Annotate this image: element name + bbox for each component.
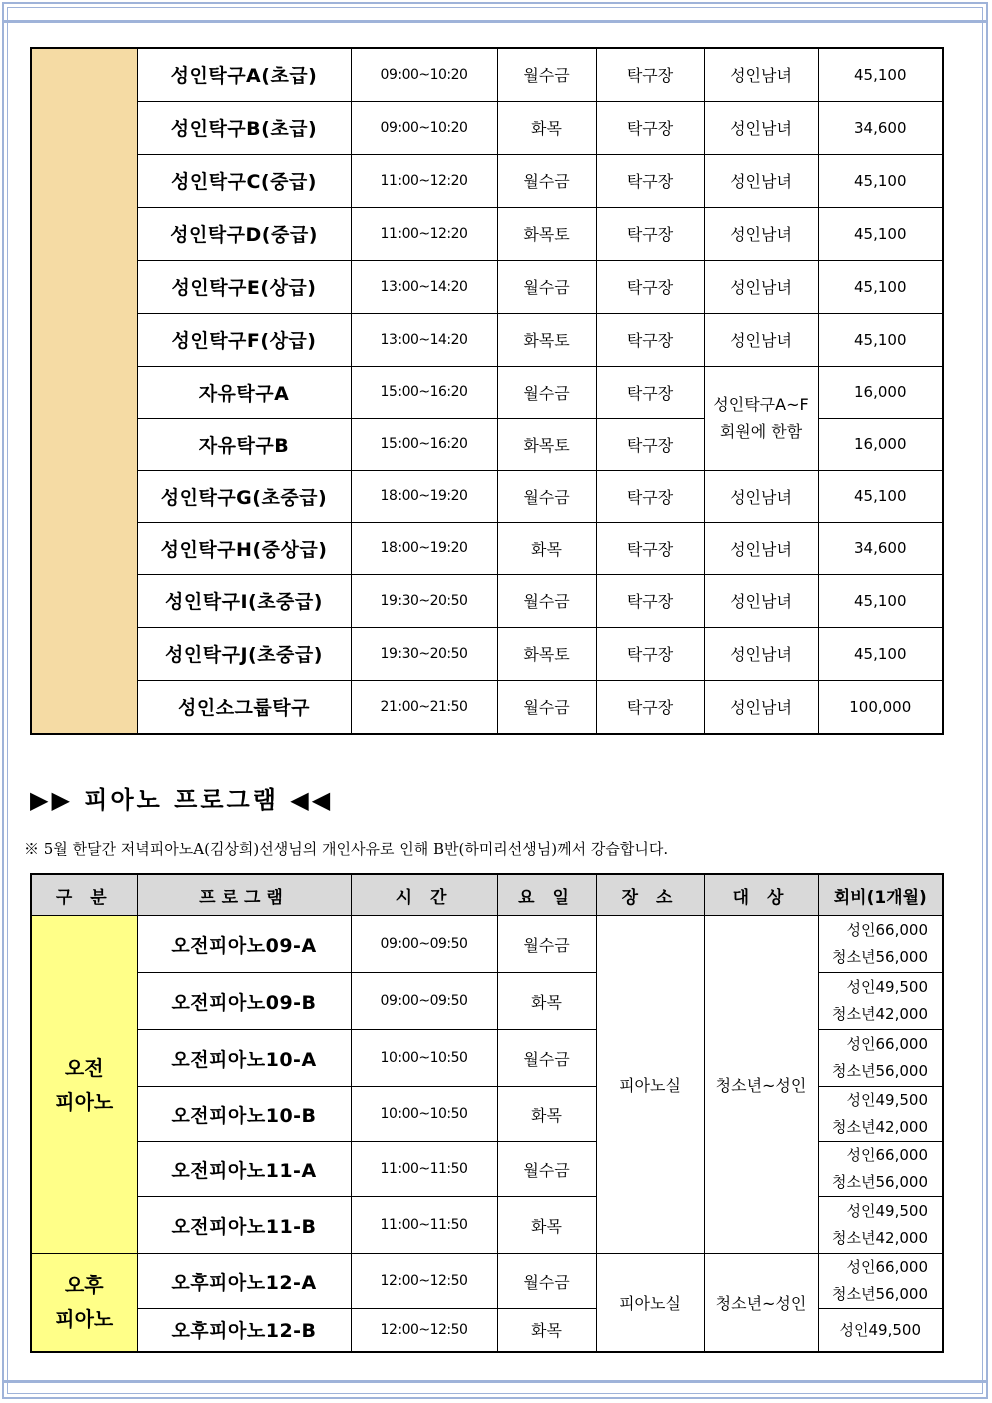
class-target: 성인남녀 — [704, 680, 818, 734]
class-place: 탁구장 — [596, 207, 704, 260]
table-row — [31, 366, 943, 418]
category-cell — [31, 48, 137, 734]
class-time: 11:00~12:20 — [351, 207, 497, 260]
class-fee: 34,600 — [818, 522, 943, 574]
class-fee: 34,600 — [818, 101, 943, 154]
class-days: 월수금 — [497, 1142, 596, 1197]
class-days: 월수금 — [497, 48, 596, 101]
table-row — [31, 1254, 943, 1309]
class-fee: 45,100 — [818, 48, 943, 101]
table-row — [31, 916, 943, 973]
program-name: 성인탁구J(초중급) — [137, 627, 351, 680]
header-days: 요 일 — [497, 874, 596, 916]
piano-table — [30, 873, 944, 1353]
class-target: 성인남녀 — [704, 522, 818, 574]
morning-group-line-1: 오전 — [64, 1055, 104, 1080]
afternoon-group-line-2: 피아노 — [55, 1307, 114, 1332]
table-row — [31, 207, 943, 260]
table-tennis-table — [30, 47, 944, 735]
program-name: 성인탁구H(중상급) — [137, 522, 351, 574]
program-name: 성인탁구D(중급) — [137, 207, 351, 260]
class-place: 탁구장 — [596, 418, 704, 470]
class-time: 12:00~12:50 — [351, 1309, 497, 1352]
piano-header-row — [31, 874, 943, 916]
program-name: 오전피아노11-A — [137, 1142, 351, 1197]
fee-adult: 성인66,000 — [846, 921, 928, 939]
class-days: 월수금 — [497, 470, 596, 522]
free-table-tennis-target — [704, 366, 818, 470]
table-row — [31, 470, 943, 522]
class-target: 성인남녀 — [704, 101, 818, 154]
fee-adult: 성인66,000 — [846, 1258, 928, 1276]
class-time: 10:00~10:50 — [351, 1030, 497, 1087]
fee-youth: 청소년56,000 — [832, 1062, 928, 1080]
class-days: 월수금 — [497, 366, 596, 418]
program-name: 자유탁구B — [137, 418, 351, 470]
class-time: 09:00~09:50 — [351, 916, 497, 973]
class-time: 13:00~14:20 — [351, 260, 497, 313]
program-name: 성인탁구F(상급) — [137, 313, 351, 366]
class-time: 11:00~11:50 — [351, 1197, 497, 1254]
class-place: 탁구장 — [596, 627, 704, 680]
class-target: 성인남녀 — [704, 313, 818, 366]
program-name: 오전피아노11-B — [137, 1197, 351, 1254]
class-place: 탁구장 — [596, 313, 704, 366]
class-fee — [818, 1087, 943, 1142]
program-name: 성인탁구I(초중급) — [137, 574, 351, 627]
class-fee: 45,100 — [818, 313, 943, 366]
header-target: 대 상 — [704, 874, 818, 916]
class-place: 탁구장 — [596, 574, 704, 627]
header-time: 시 간 — [351, 874, 497, 916]
class-days: 월수금 — [497, 574, 596, 627]
class-fee — [818, 1254, 943, 1309]
fee-adult: 성인49,500 — [839, 1321, 921, 1340]
class-days: 화목 — [497, 101, 596, 154]
class-time: 21:00~21:50 — [351, 680, 497, 734]
program-name: 성인탁구E(상급) — [137, 260, 351, 313]
class-days: 화목 — [497, 522, 596, 574]
class-time: 15:00~16:20 — [351, 366, 497, 418]
table-row — [31, 154, 943, 207]
class-days: 화목 — [497, 1197, 596, 1254]
piano-section-title: ▶▶ 피아노 프로그램 ◀◀ — [30, 785, 334, 814]
program-name: 성인탁구G(초중급) — [137, 470, 351, 522]
morning-target: 청소년~성인 — [704, 916, 818, 1254]
table-row — [31, 627, 943, 680]
class-time: 19:30~20:50 — [351, 574, 497, 627]
program-name: 오전피아노10-A — [137, 1030, 351, 1087]
table-row — [31, 313, 943, 366]
class-target: 성인남녀 — [704, 574, 818, 627]
class-time: 09:00~10:20 — [351, 101, 497, 154]
fee-youth: 청소년42,000 — [832, 1005, 928, 1023]
class-fee — [818, 1309, 943, 1352]
free-target-line-2: 회원에 한함 — [719, 422, 803, 441]
class-place: 탁구장 — [596, 101, 704, 154]
class-fee: 45,100 — [818, 154, 943, 207]
morning-group-line-2: 피아노 — [55, 1089, 114, 1114]
class-time: 09:00~10:20 — [351, 48, 497, 101]
morning-piano-group — [31, 916, 137, 1254]
class-days: 화목 — [497, 973, 596, 1030]
morning-place: 피아노실 — [596, 916, 704, 1254]
class-days: 월수금 — [497, 1254, 596, 1309]
class-fee — [818, 973, 943, 1030]
class-days: 월수금 — [497, 680, 596, 734]
program-name: 성인탁구A(초급) — [137, 48, 351, 101]
class-place: 탁구장 — [596, 470, 704, 522]
class-fee — [818, 1142, 943, 1197]
class-place: 탁구장 — [596, 260, 704, 313]
table-row — [31, 260, 943, 313]
class-target: 성인남녀 — [704, 207, 818, 260]
class-time: 18:00~19:20 — [351, 470, 497, 522]
class-target: 성인남녀 — [704, 48, 818, 101]
class-days: 화목토 — [497, 627, 596, 680]
class-time: 09:00~09:50 — [351, 973, 497, 1030]
fee-youth: 청소년42,000 — [832, 1118, 928, 1136]
fee-youth: 청소년56,000 — [832, 948, 928, 966]
class-fee: 45,100 — [818, 574, 943, 627]
program-name: 오전피아노09-B — [137, 973, 351, 1030]
class-fee — [818, 916, 943, 973]
class-target: 성인남녀 — [704, 260, 818, 313]
afternoon-group-line-1: 오후 — [64, 1273, 104, 1298]
class-days: 월수금 — [497, 154, 596, 207]
class-place: 탁구장 — [596, 154, 704, 207]
class-days: 화목토 — [497, 207, 596, 260]
class-target: 성인남녀 — [704, 470, 818, 522]
table-row — [31, 680, 943, 734]
fee-adult: 성인66,000 — [846, 1146, 928, 1164]
fee-youth: 청소년56,000 — [832, 1173, 928, 1191]
header-category: 구 분 — [31, 874, 137, 916]
fee-youth: 청소년56,000 — [832, 1285, 928, 1303]
fee-adult: 성인49,500 — [846, 978, 928, 996]
class-place: 탁구장 — [596, 366, 704, 418]
program-name: 오후피아노12-B — [137, 1309, 351, 1352]
program-name: 오전피아노09-A — [137, 916, 351, 973]
class-fee: 16,000 — [818, 366, 943, 418]
header-place: 장 소 — [596, 874, 704, 916]
class-days: 화목 — [497, 1309, 596, 1352]
fee-adult: 성인49,500 — [846, 1091, 928, 1109]
class-time: 11:00~12:20 — [351, 154, 497, 207]
class-days: 월수금 — [497, 1030, 596, 1087]
class-fee: 45,100 — [818, 470, 943, 522]
class-days: 월수금 — [497, 916, 596, 973]
class-time: 12:00~12:50 — [351, 1254, 497, 1309]
fee-adult: 성인49,500 — [846, 1202, 928, 1220]
class-days: 화목 — [497, 1087, 596, 1142]
piano-notice: ※ 5월 한달간 저녁피아노A(김상희)선생님의 개인사유로 인해 B반(하미리선생님)께서 강습합니다. — [24, 840, 669, 858]
class-time: 15:00~16:20 — [351, 418, 497, 470]
afternoon-place: 피아노실 — [596, 1254, 704, 1352]
class-time: 13:00~14:20 — [351, 313, 497, 366]
class-fee: 100,000 — [818, 680, 943, 734]
class-target: 성인남녀 — [704, 627, 818, 680]
program-name: 성인탁구C(중급) — [137, 154, 351, 207]
header-program: 프로그램 — [137, 874, 351, 916]
class-fee: 16,000 — [818, 418, 943, 470]
table-row — [31, 48, 943, 101]
afternoon-target: 청소년~성인 — [704, 1254, 818, 1352]
class-target: 성인남녀 — [704, 154, 818, 207]
class-days: 화목토 — [497, 313, 596, 366]
class-fee: 45,100 — [818, 627, 943, 680]
class-time: 10:00~10:50 — [351, 1087, 497, 1142]
class-days: 월수금 — [497, 260, 596, 313]
class-place: 탁구장 — [596, 48, 704, 101]
program-name: 성인소그룹탁구 — [137, 680, 351, 734]
fee-adult: 성인66,000 — [846, 1035, 928, 1053]
class-time: 19:30~20:50 — [351, 627, 497, 680]
header-fee: 회비(1개월) — [818, 874, 943, 916]
fee-youth: 청소년42,000 — [832, 1229, 928, 1247]
program-name: 오전피아노10-B — [137, 1087, 351, 1142]
class-days: 화목토 — [497, 418, 596, 470]
program-name: 성인탁구B(초급) — [137, 101, 351, 154]
bottom-rule — [2, 1380, 988, 1383]
class-fee — [818, 1030, 943, 1087]
table-row — [31, 522, 943, 574]
top-rule — [2, 20, 988, 23]
afternoon-piano-group — [31, 1254, 137, 1352]
class-place: 탁구장 — [596, 522, 704, 574]
class-fee — [818, 1197, 943, 1254]
class-time: 11:00~11:50 — [351, 1142, 497, 1197]
table-row — [31, 574, 943, 627]
class-place: 탁구장 — [596, 680, 704, 734]
class-time: 18:00~19:20 — [351, 522, 497, 574]
class-fee: 45,100 — [818, 207, 943, 260]
program-name: 자유탁구A — [137, 366, 351, 418]
table-row — [31, 101, 943, 154]
class-fee: 45,100 — [818, 260, 943, 313]
free-target-line-1: 성인탁구A~F — [713, 395, 809, 414]
program-name: 오후피아노12-A — [137, 1254, 351, 1309]
